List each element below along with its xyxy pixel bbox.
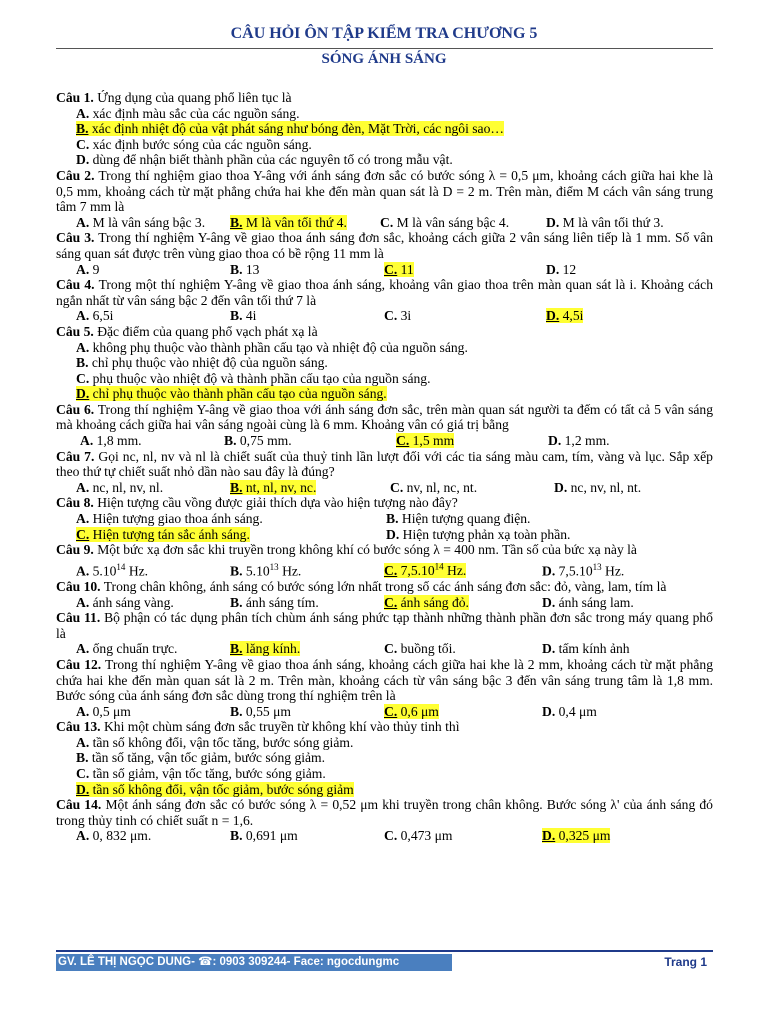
option-text: lăng kính. — [245, 641, 301, 657]
question-13 — [56, 719, 713, 797]
option-key: C. — [384, 828, 398, 844]
option-text: nt, nl, nv, nc. — [245, 479, 317, 495]
option-exponent: 13 — [269, 561, 279, 572]
question-label: Câu 11. — [56, 610, 101, 626]
correct-answer-highlight — [76, 386, 387, 401]
option-key: D. — [76, 781, 90, 797]
option-unit: Hz. — [278, 563, 302, 579]
option-key: C. — [384, 308, 398, 324]
option-text: ánh sáng lam. — [558, 594, 634, 610]
option-key: D. — [542, 703, 556, 719]
question-label: Câu 10. — [56, 578, 101, 594]
option-text: 1,5 mm — [412, 433, 455, 449]
question-7 — [56, 449, 713, 496]
question-8 — [56, 495, 713, 542]
option-text: xác định nhiệt độ của vật phát sáng như bóng đèn, Mặt Trời, các ngôi sao… — [91, 121, 504, 137]
option-text: buồng tối. — [400, 641, 456, 657]
question-label: Câu 1. — [56, 90, 94, 105]
option-key: D. — [76, 386, 90, 402]
option-key: D. — [548, 433, 562, 449]
question-stem: Một bức xạ đơn sắc khi truyền trong không khí có bước sóng λ = 400 nm. Tần số của bức xạ này là — [97, 542, 637, 558]
option-text: M là vân tối thứ 4. — [245, 214, 347, 230]
option-key: A. — [76, 339, 90, 355]
option-text: 0,325 μm — [558, 828, 611, 844]
correct-answer-highlight — [384, 704, 439, 719]
option-text: 13 — [245, 261, 260, 277]
correct-answer-highlight — [396, 433, 454, 448]
option-key: D. — [76, 152, 90, 168]
option-key: C. — [384, 641, 398, 657]
option-key: D. — [542, 594, 556, 610]
correct-answer-highlight — [76, 121, 504, 136]
option-text: 0,473 μm — [400, 828, 453, 844]
question-5 — [56, 324, 713, 402]
correct-answer-highlight — [230, 215, 347, 230]
options-row — [56, 308, 713, 324]
option-text: 5.10 — [92, 563, 117, 579]
question-10 — [56, 579, 713, 610]
option-key: B. — [386, 511, 399, 527]
document-title: CÂU HỎI ÔN TẬP KIỂM TRA CHƯƠNG 5 — [230, 25, 538, 42]
question-9 — [56, 542, 713, 579]
question-label: Câu 13. — [56, 719, 101, 735]
question-stem: Đặc điểm của quang phổ vạch phát xạ là — [97, 323, 318, 339]
option-key: A. — [76, 703, 90, 719]
option-key: C. — [76, 526, 90, 542]
option-key: D. — [546, 261, 560, 277]
option-key: B. — [230, 479, 243, 495]
option-text: 5.10 — [245, 563, 270, 579]
option-key: A. — [76, 511, 90, 527]
option-text: 0,55 μm — [245, 703, 291, 719]
question-label: Câu 14. — [56, 797, 102, 813]
option-key: A. — [76, 105, 90, 121]
question-label: Câu 7. — [56, 448, 95, 464]
option-key: B. — [230, 261, 243, 277]
options-row — [56, 511, 713, 527]
question-stem: Trong một thí nghiệm Y-âng về giao thoa ánh sáng, khoảng vân giao thoa trên màn quan sát là i. Khoảng cách ngắn nhất từ vân sáng bậc 2 đến vân tối thứ 7 là — [56, 277, 713, 308]
option-key: A. — [76, 594, 90, 610]
correct-answer-highlight — [76, 527, 250, 542]
question-stem: Trong thí nghiệm Y-âng về giao thoa ánh sáng đơn sắc, khoảng cách giữa 2 vân sáng liên tiếp là 1 mm. Số vân sáng quan sát được trên vùng giao thoa có bề rộng 11 mm là — [56, 230, 713, 261]
option-text: 0,6 μm — [400, 703, 439, 719]
option-text: nc, nl, nv, nl. — [92, 479, 164, 495]
option-key: A. — [76, 641, 90, 657]
option-text: tấm kính ảnh — [558, 641, 630, 657]
option-key: B. — [230, 563, 243, 579]
question-14 — [56, 797, 713, 844]
option-key: C. — [384, 261, 398, 277]
page-footer — [56, 950, 713, 971]
option-key: D. — [542, 641, 556, 657]
option-text: Hiện tượng phản xạ toàn phần. — [402, 526, 571, 542]
question-label: Câu 9. — [56, 542, 94, 558]
option-key: A. — [76, 828, 90, 844]
question-label: Câu 3. — [56, 230, 95, 246]
option-key: C. — [76, 370, 90, 386]
option-key: B. — [230, 703, 243, 719]
option-key: B. — [230, 641, 243, 657]
option-exponent: 13 — [592, 561, 602, 572]
option-key: C. — [384, 594, 398, 610]
options-row — [56, 828, 713, 844]
option-key: C. — [396, 433, 410, 449]
question-stem: Trong thí nghiệm Y-âng về giao thoa ánh sáng, khoảng cách giữa hai khe là 2 mm, khoảng cách từ mặt phẳng chứa hai khe đến màn quan sát là 2 m. Trên màn, khoảng cách từ vân sáng bậc 3 đến vân sáng trung tâm là 1,8 mm. Bước sóng của ánh sáng đơn sắc dùng trong thí nghiệm trên là — [56, 656, 713, 704]
question-4 — [56, 277, 713, 324]
option-text: 7,5.10 — [558, 563, 593, 579]
option-unit: Hz. — [443, 563, 467, 579]
option-text: 7,5.10 — [400, 563, 435, 579]
option-key: A. — [76, 214, 90, 230]
option-text: nv, nl, nc, nt. — [406, 479, 478, 495]
option-key: C. — [380, 214, 394, 230]
document-subtitle: SÓNG ÁNH SÁNG — [321, 51, 447, 67]
correct-answer-highlight — [546, 308, 583, 323]
question-6 — [56, 402, 713, 449]
option-text: Hiện tượng tán sắc ánh sáng. — [92, 526, 250, 542]
option-key: B. — [76, 121, 89, 137]
page-number: Trang 1 — [664, 955, 707, 969]
options-row — [56, 527, 713, 543]
option-text: 11 — [400, 261, 414, 277]
option-text: 4i — [245, 308, 257, 324]
option-key: C. — [76, 136, 90, 152]
option-text: M là vân sáng bậc 4. — [396, 214, 510, 230]
question-stem: Một ánh sáng đơn sắc có bước sóng λ = 0,52 μm khi truyền trong chân không. Bước sóng λ' của ánh sáng đó trong thủy tinh có chiết suất n = 1,6. — [56, 797, 713, 828]
option-text: Hiện tượng quang điện. — [401, 511, 531, 527]
option-text: ánh sáng đỏ. — [400, 594, 469, 610]
correct-answer-highlight — [384, 262, 414, 277]
options-row — [56, 641, 713, 657]
option-text: 1,8 mm. — [96, 433, 142, 449]
option-key: D. — [554, 479, 568, 495]
options-row — [56, 215, 713, 231]
title-divider — [56, 48, 713, 49]
correct-answer-highlight — [230, 480, 316, 495]
option-text: tần số tăng, vận tốc giảm, bước sóng giảm. — [91, 750, 326, 766]
option-key: D. — [386, 526, 400, 542]
option-text: ống chuẩn trực. — [92, 641, 178, 657]
option-text: tần số giảm, vận tốc tăng, bước sóng giảm. — [92, 766, 326, 782]
question-label: Câu 12. — [56, 656, 102, 672]
question-3 — [56, 230, 713, 277]
question-1 — [56, 90, 713, 168]
question-list — [56, 90, 713, 844]
question-2 — [56, 168, 713, 230]
option-key: C. — [390, 479, 404, 495]
correct-answer-highlight — [384, 563, 466, 578]
option-text: xác định bước sóng của các nguồn sáng. — [92, 136, 312, 152]
option-key: B. — [76, 355, 89, 371]
option-text: nc, nv, nl, nt. — [570, 479, 642, 495]
option-key: C. — [76, 766, 90, 782]
option-key: A. — [76, 308, 90, 324]
option-text: xác định màu sắc của các nguồn sáng. — [92, 105, 300, 121]
option-key: A. — [76, 563, 90, 579]
option-text: chỉ phụ thuộc vào nhiệt độ của nguồn sáng. — [91, 355, 328, 371]
option-key: B. — [224, 433, 237, 449]
option-key: C. — [384, 563, 398, 579]
options-row — [56, 560, 713, 579]
option-key: C. — [384, 703, 398, 719]
option-key: B. — [230, 308, 243, 324]
options-row — [56, 595, 713, 611]
question-12 — [56, 657, 713, 719]
option-key: A. — [76, 734, 90, 750]
option-text: 4,5i — [562, 308, 584, 324]
option-unit: Hz. — [601, 563, 625, 579]
option-text: M là vân sáng bậc 3. — [92, 214, 206, 230]
options-row — [56, 262, 713, 278]
option-key: D. — [546, 214, 560, 230]
option-text: 12 — [562, 261, 577, 277]
option-text: ánh sáng tím. — [245, 594, 319, 610]
option-text: 3i — [400, 308, 412, 324]
option-text: tần số không đổi, vận tốc tăng, bước sóng giảm. — [92, 734, 354, 750]
options-row — [56, 433, 713, 449]
option-text: Hiện tượng giao thoa ánh sáng. — [92, 511, 263, 527]
correct-answer-highlight — [384, 595, 469, 610]
option-key: B. — [76, 750, 89, 766]
option-text: tần số không đổi, vận tốc giảm, bước sóng giảm — [92, 781, 354, 797]
correct-answer-highlight — [76, 782, 354, 797]
question-stem: Khi một chùm sáng đơn sắc truyền từ không khí vào thủy tinh thì — [103, 719, 460, 735]
question-label: Câu 4. — [56, 277, 95, 293]
question-stem: Bộ phận có tác dụng phân tích chùm ánh sáng phức tạp thành những thành phần đơn sắc trong máy quang phổ là — [56, 610, 713, 641]
question-stem: Trong thí nghiệm Y-âng về giao thoa với ánh sáng đơn sắc, trên màn quan sát người ta đếm có tất cả 5 vân sáng mà khoảng cách giữa hai vân sáng ngoài cùng là 6 mm. Khoảng vân có giá trị bằng — [56, 401, 713, 433]
option-key: D. — [546, 308, 560, 324]
question-label: Câu 5. — [56, 323, 94, 339]
option-text: 0,4 μm — [558, 703, 597, 719]
question-stem: Trong thí nghiệm giao thoa Y-âng với ánh sáng đơn sắc có bước sóng λ = 0,5 μm, khoảng cách giữa hai khe là 0,5 mm, khoảng cách từ mặt phẳng chứa hai khe đến màn quan sát là D = 2 m. Trên màn, điểm M cách vân sáng trung tâm 7 mm là — [56, 167, 713, 215]
question-label: Câu 8. — [56, 495, 94, 511]
question-stem: Gọi nc, nl, nv và nl là chiết suất của thuỷ tinh lần lượt đối với các tia sáng màu cam, tím, vàng và lục. Sắp xếp theo thứ tự chiết suất nhỏ dần nào sau đây là đúng? — [56, 448, 713, 480]
options-row — [56, 704, 713, 720]
option-key: D. — [542, 828, 556, 844]
option-key: B. — [230, 828, 243, 844]
question-11 — [56, 610, 713, 657]
option-text: M là vân tối thứ 3. — [562, 214, 664, 230]
option-key: D. — [542, 563, 556, 579]
question-label: Câu 2. — [56, 167, 95, 183]
question-label: Câu 6. — [56, 401, 95, 417]
option-text: phụ thuộc vào nhiệt độ và thành phần cấu tạo của nguồn sáng. — [92, 370, 431, 386]
option-key: A. — [80, 433, 94, 449]
option-text: ánh sáng vàng. — [92, 594, 174, 610]
option-key: B. — [230, 214, 243, 230]
option-unit: Hz. — [125, 563, 149, 579]
question-stem: Hiện tượng cầu vồng được giải thích dựa vào hiện tượng nào đây? — [97, 495, 458, 511]
option-text: 0,5 μm — [92, 703, 131, 719]
option-text: chỉ phụ thuộc vào thành phần cấu tạo của nguồn sáng. — [92, 386, 387, 402]
option-exponent: 14 — [434, 561, 444, 572]
correct-answer-highlight — [542, 828, 610, 843]
option-text: 1,2 mm. — [564, 433, 610, 449]
option-text: không phụ thuộc vào thành phần cấu tạo và nhiệt độ của nguồn sáng. — [92, 339, 468, 355]
option-text: 0,75 mm. — [239, 433, 292, 449]
option-text: 0, 832 μm. — [92, 828, 152, 844]
option-text: 9 — [92, 261, 100, 277]
question-stem: Trong chân không, ánh sáng có bước sóng lớn nhất trong số các ánh sáng đơn sắc: đỏ, vàng, lam, tím là — [103, 578, 667, 594]
options-row — [56, 480, 713, 496]
option-text: dùng để nhận biết thành phần của các nguyên tố có trong mẫu vật. — [92, 152, 453, 168]
correct-answer-highlight — [230, 641, 300, 656]
author-info: GV. LÊ THỊ NGỌC DUNG- ☎: 0903 309244- Face: ngocdungmc — [56, 954, 452, 971]
option-key: A. — [76, 261, 90, 277]
option-text: 6,5i — [92, 308, 114, 324]
option-key: A. — [76, 479, 90, 495]
option-key: B. — [230, 594, 243, 610]
option-text: 0,691 μm — [245, 828, 298, 844]
option-exponent: 14 — [116, 561, 126, 572]
question-stem: Ứng dụng của quang phổ liên tục là — [97, 90, 292, 105]
